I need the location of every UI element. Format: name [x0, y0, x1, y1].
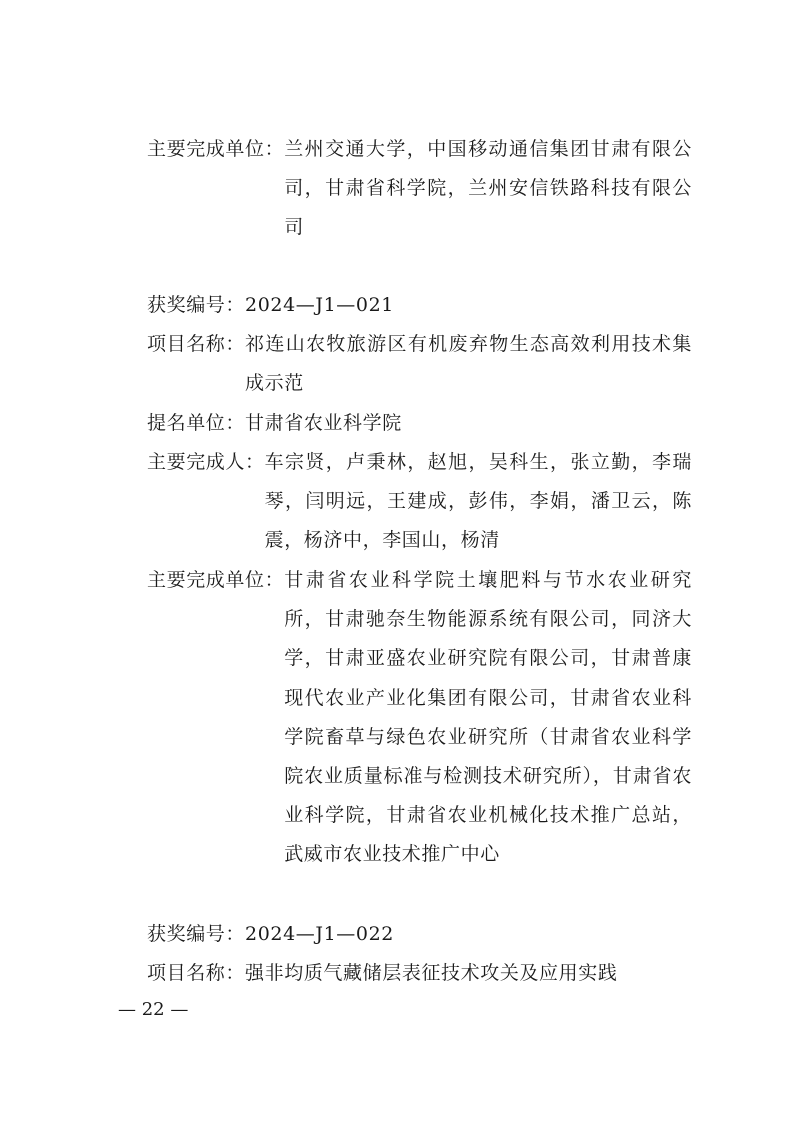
award-2-main-persons — [147, 443, 692, 561]
nominator-label: 提名单位： — [147, 412, 246, 434]
award-2-project-name — [147, 325, 692, 403]
completion-units-value: 甘肃省农业科学院土壤肥料与节水农业研究所，甘肃驰奈生物能源系统有限公司，同济大学，甘肃亚盛农业研究院有限公司，甘肃普康现代农业产业化集团有限公司，甘肃省农业科学院畜草与绿色农业研究所（甘肃省农业科学院农业质量标准与检测技术研究所），甘肃省农业科学院，甘肃省农业机械化技术推广总站，武威市农业技术推广中心 — [284, 569, 692, 866]
award-1-completion-units — [147, 130, 692, 248]
completion-units-label: 主要完成单位： — [147, 138, 285, 160]
project-name-value: 祁连山农牧旅游区有机废弃物生态高效利用技术集成示范 — [245, 333, 692, 395]
project-name-label: 项目名称： — [147, 962, 246, 984]
project-name-label: 项目名称： — [147, 333, 246, 355]
project-name-value: 强非均质气藏储层表征技术攻关及应用实践 — [245, 962, 618, 984]
award-number-label: 获奖编号： — [147, 294, 246, 316]
award-2-completion-units — [147, 561, 692, 875]
award-number-value: 2024—J1—022 — [245, 923, 394, 945]
award-3-project-name — [147, 954, 692, 993]
main-persons-value: 车宗贤，卢秉林，赵旭，吴科生，张立勤，李瑞琴，闫明远，王建成，彭伟，李娟，潘卫云，陈震，杨济中，李国山，杨清 — [264, 451, 692, 552]
award-number-value: 2024—J1—021 — [245, 294, 394, 316]
award-number-label: 获奖编号： — [147, 923, 246, 945]
award-3-number — [147, 915, 692, 954]
nominator-value: 甘肃省农业科学院 — [245, 412, 402, 434]
page-number: — 22 — — [118, 999, 189, 1020]
completion-units-value: 兰州交通大学，中国移动通信集团甘肃有限公司，甘肃省科学院，兰州安信铁路科技有限公司 — [284, 138, 692, 239]
award-2-nominator — [147, 404, 692, 443]
award-2-number — [147, 286, 692, 325]
main-persons-label: 主要完成人： — [147, 451, 265, 473]
completion-units-label: 主要完成单位： — [147, 569, 285, 591]
